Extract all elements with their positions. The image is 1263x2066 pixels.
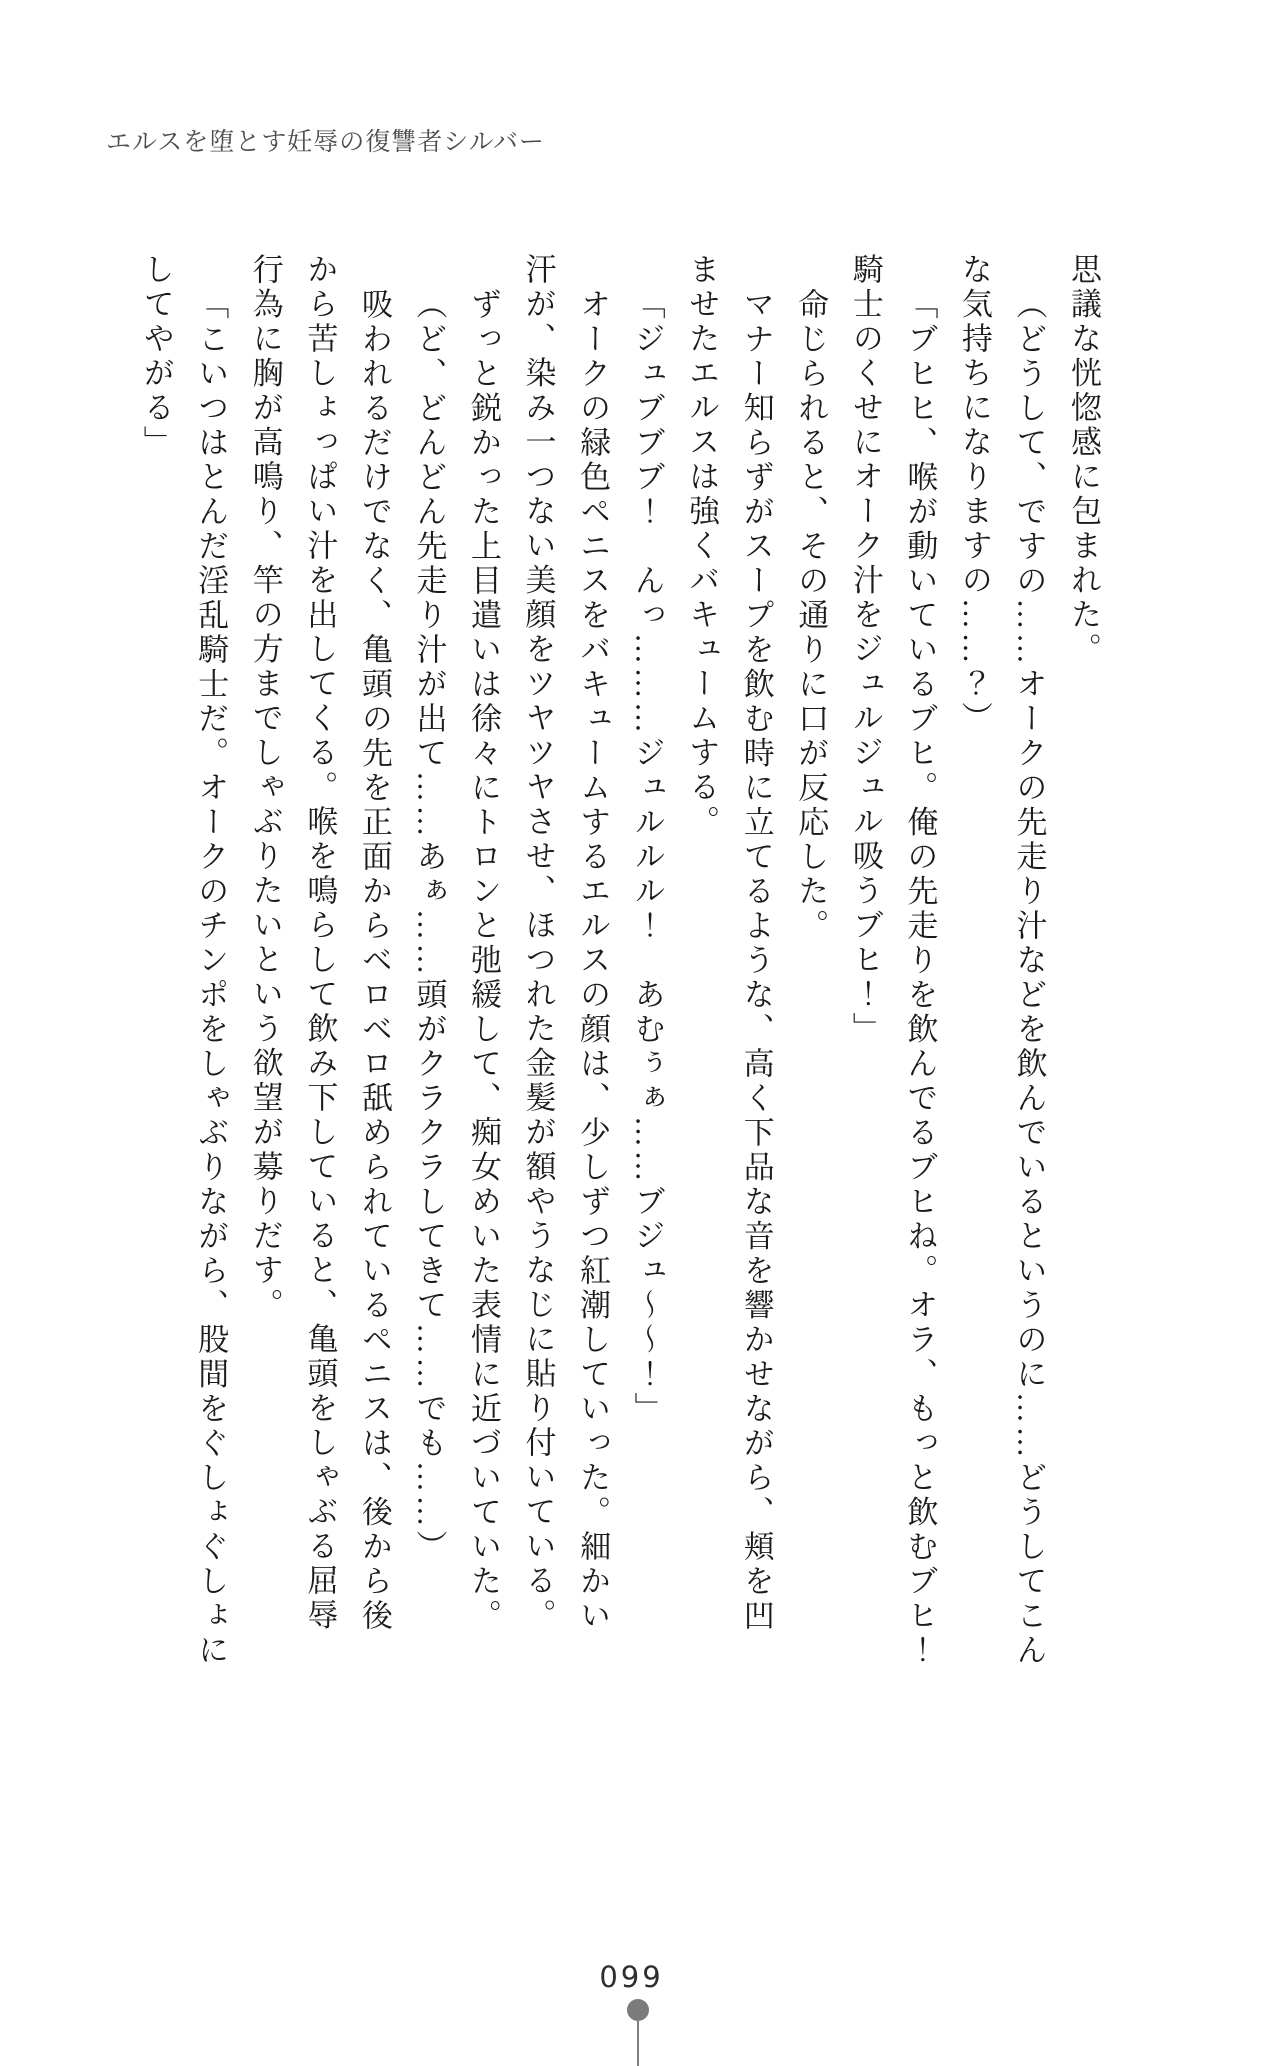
text-line: （どうして、ですの……オークの先走り汁などを飲んでいるというのに……どうしてこん <box>1011 287 1047 1668</box>
footer-dot-ornament <box>627 1999 649 2021</box>
footer-rule-ornament <box>637 2019 639 2066</box>
text-line: 「こいつはとんだ淫乱騎士だ。オークのチンポをしゃぶりながら、股間をぐしょぐしょに <box>193 287 229 1668</box>
text-line: ませたエルスは強くバキュームする。 <box>684 253 720 840</box>
body-text-block <box>128 253 1110 1683</box>
text-line: 騎士のくせにオーク汁をジュルジュル吸うブヒ！」 <box>847 253 883 1047</box>
text-line: 行為に胸が高鳴り、竿の方までしゃぶりたいという欲望が募りだす。 <box>247 253 283 1323</box>
text-line: から苦しょっぱい汁を出してくる。喉を鳴らして飲み下していると、亀頭をしゃぶる屈辱 <box>302 253 338 1633</box>
text-line: な気持ちになりますの……？） <box>956 253 992 736</box>
text-line: マナー知らずがスープを飲む時に立てるような、高く下品な音を響かせながら、頬を凹 <box>738 287 774 1633</box>
text-line: 「ブヒヒ、喉が動いているブヒ。俺の先走りを飲んでるブヒね。オラ、もっと飲むブヒ！ <box>902 287 938 1668</box>
text-line: ずっと鋭かった上目遣いは徐々にトロンと弛緩して、痴女めいた表情に近づいていた。 <box>465 287 501 1633</box>
text-line: 「ジュブブブ！ んっ………ジュルルル！ あむぅぁ……ブジュ～～！」 <box>629 287 665 1426</box>
text-line: （ど、どんどん先走り汁が出て……あぁ……頭がクラクラしてきて……でも……） <box>411 287 447 1564</box>
running-header: エルスを堕とす妊辱の復讐者シルバー <box>106 129 545 156</box>
text-line: 思議な恍惚感に包まれた。 <box>1066 253 1101 667</box>
text-line: 命じられると、その通りに口が反応した。 <box>793 287 829 943</box>
text-line: オークの緑色ペニスをバキュームするエルスの顔は、少しずつ紅潮していった。細かい <box>575 287 611 1633</box>
text-line: 吸われるだけでなく、亀頭の先を正面からベロベロ舐められているペニスは、後から後 <box>356 287 392 1633</box>
page-number: 099 <box>599 1960 664 1994</box>
text-line: 汗が、染み一つない美顔をツヤツヤさせ、ほつれた金髪が額やうなじに貼り付いている。 <box>520 253 556 1633</box>
text-line: してやがる」 <box>138 253 174 460</box>
